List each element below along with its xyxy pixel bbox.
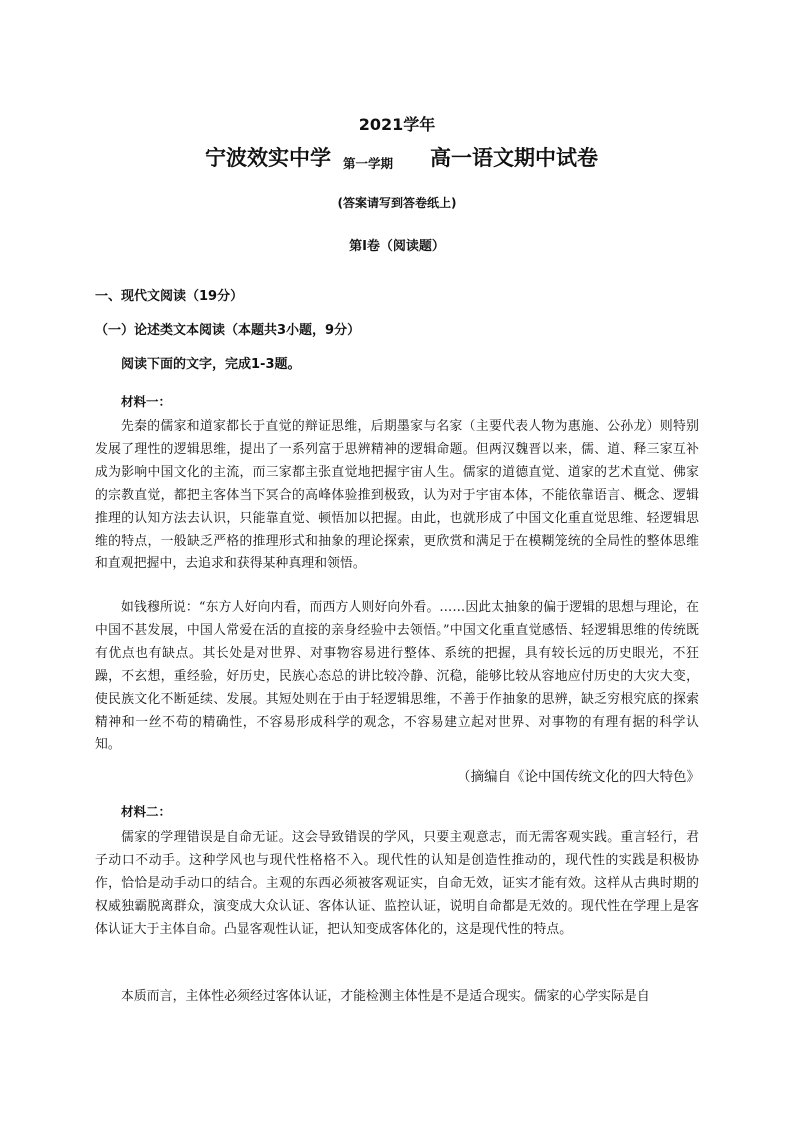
material-1-source: （摘编自《论中国传统文化的四大特色》 [457, 769, 700, 785]
material-2-label: 材料二： [121, 804, 172, 819]
material-2-paragraph: 儒家的学理错误是自命无证。这会导致错误的学风，只要主观意志，而无需客观实践。重言轻行，君子动口不动手。这种学风也与现代性格格不入。现代性的认知是创造性推动的，现代性的实践是积极协作，恰恰是动手动口的结合。主观的东西必须被客观证实，自命无效，证实才能有效。这样从古典时期的权威独霸脱离群众，演变成大众认证、客体认证、监控认证，说明自命都是无效的。现代性在学理上是客体认证大于主体自命。凸显客观性认证，把认知变成客体化的，这是现代性的特点。 [95, 830, 699, 937]
term-label: 第一学期 [343, 156, 394, 171]
answer-note: (答案请写到答卷纸上) [337, 196, 457, 210]
exam-name: 高一语文期中试卷 [430, 146, 598, 170]
subsection-heading: （一）论述类文本阅读（本题共3小题，9分） [95, 323, 361, 338]
school-name: 宁波效实中学 [205, 146, 331, 170]
material-2-paragraph: 本质而言，主体性必须经过客体认证，才能检测主体性是不是适合现实。儒家的心学实际是自 [121, 989, 650, 1004]
volume-title: 第Ⅰ卷（阅读题） [349, 239, 445, 254]
reading-instruction: 阅读下面的文字，完成1-3题。 [121, 357, 301, 372]
material-1-label: 材料一： [121, 394, 172, 409]
exam-title [0, 140, 794, 180]
material-1-paragraph: 如钱穆所说：“东方人好向内看，而西方人则好向外看。……因此太抽象的偏于逻辑的思想与理论，在中国不甚发展，中国人常爱在活的直接的亲身经验中去领悟。”中国文化重直觉感悟、轻逻辑思维的传统既有优点也有缺点。其长处是对世界、对事物容易进行整体、系统的把握，具有较长远的历史眼光，不狂躁，不玄想，重经验，好历史，民族心态总的讲比较冷静、沉稳，能够比较从容地应付历史的大灾大变，使民族文化不断延续、发展。其短处则在于由于轻逻辑思维，不善于作抽象的思辨，缺乏穷根究底的探索精神和一丝不苟的精确性，不容易形成科学的观念，不容易建立起对世界、对事物的有理有据的科学认知。 [95, 600, 699, 753]
material-1-paragraph: 先秦的儒家和道家都长于直觉的辩证思维，后期墨家与名家（主要代表人物为惠施、公孙龙）则特别发展了理性的逻辑思维，提出了一系列富于思辨精神的逻辑命题。但两汉魏晋以来，儒、道、释三家互补成为影响中国文化的主流，而三家都主张直觉地把握宇宙人生。儒家的道德直觉、道家的艺术直觉、佛家的宗教直觉，都把主客体当下冥合的高峰体验推到极致，认为对于宇宙本体，不能依靠语言、概念、逻辑推理的认知方法去认识，只能靠直觉、顿悟加以把握。由此，也就形成了中国文化重直觉思维、轻逻辑思维的特点，一般缺乏严格的推理形式和抽象的理论探索，更欣赏和满足于在模糊笼统的全局性的整体思维和直观把握中，去追求和获得某种真理和领悟。 [95, 419, 699, 572]
section-heading: 一、现代文阅读（19分） [95, 289, 244, 304]
exam-year: 2021学年 [358, 115, 436, 134]
